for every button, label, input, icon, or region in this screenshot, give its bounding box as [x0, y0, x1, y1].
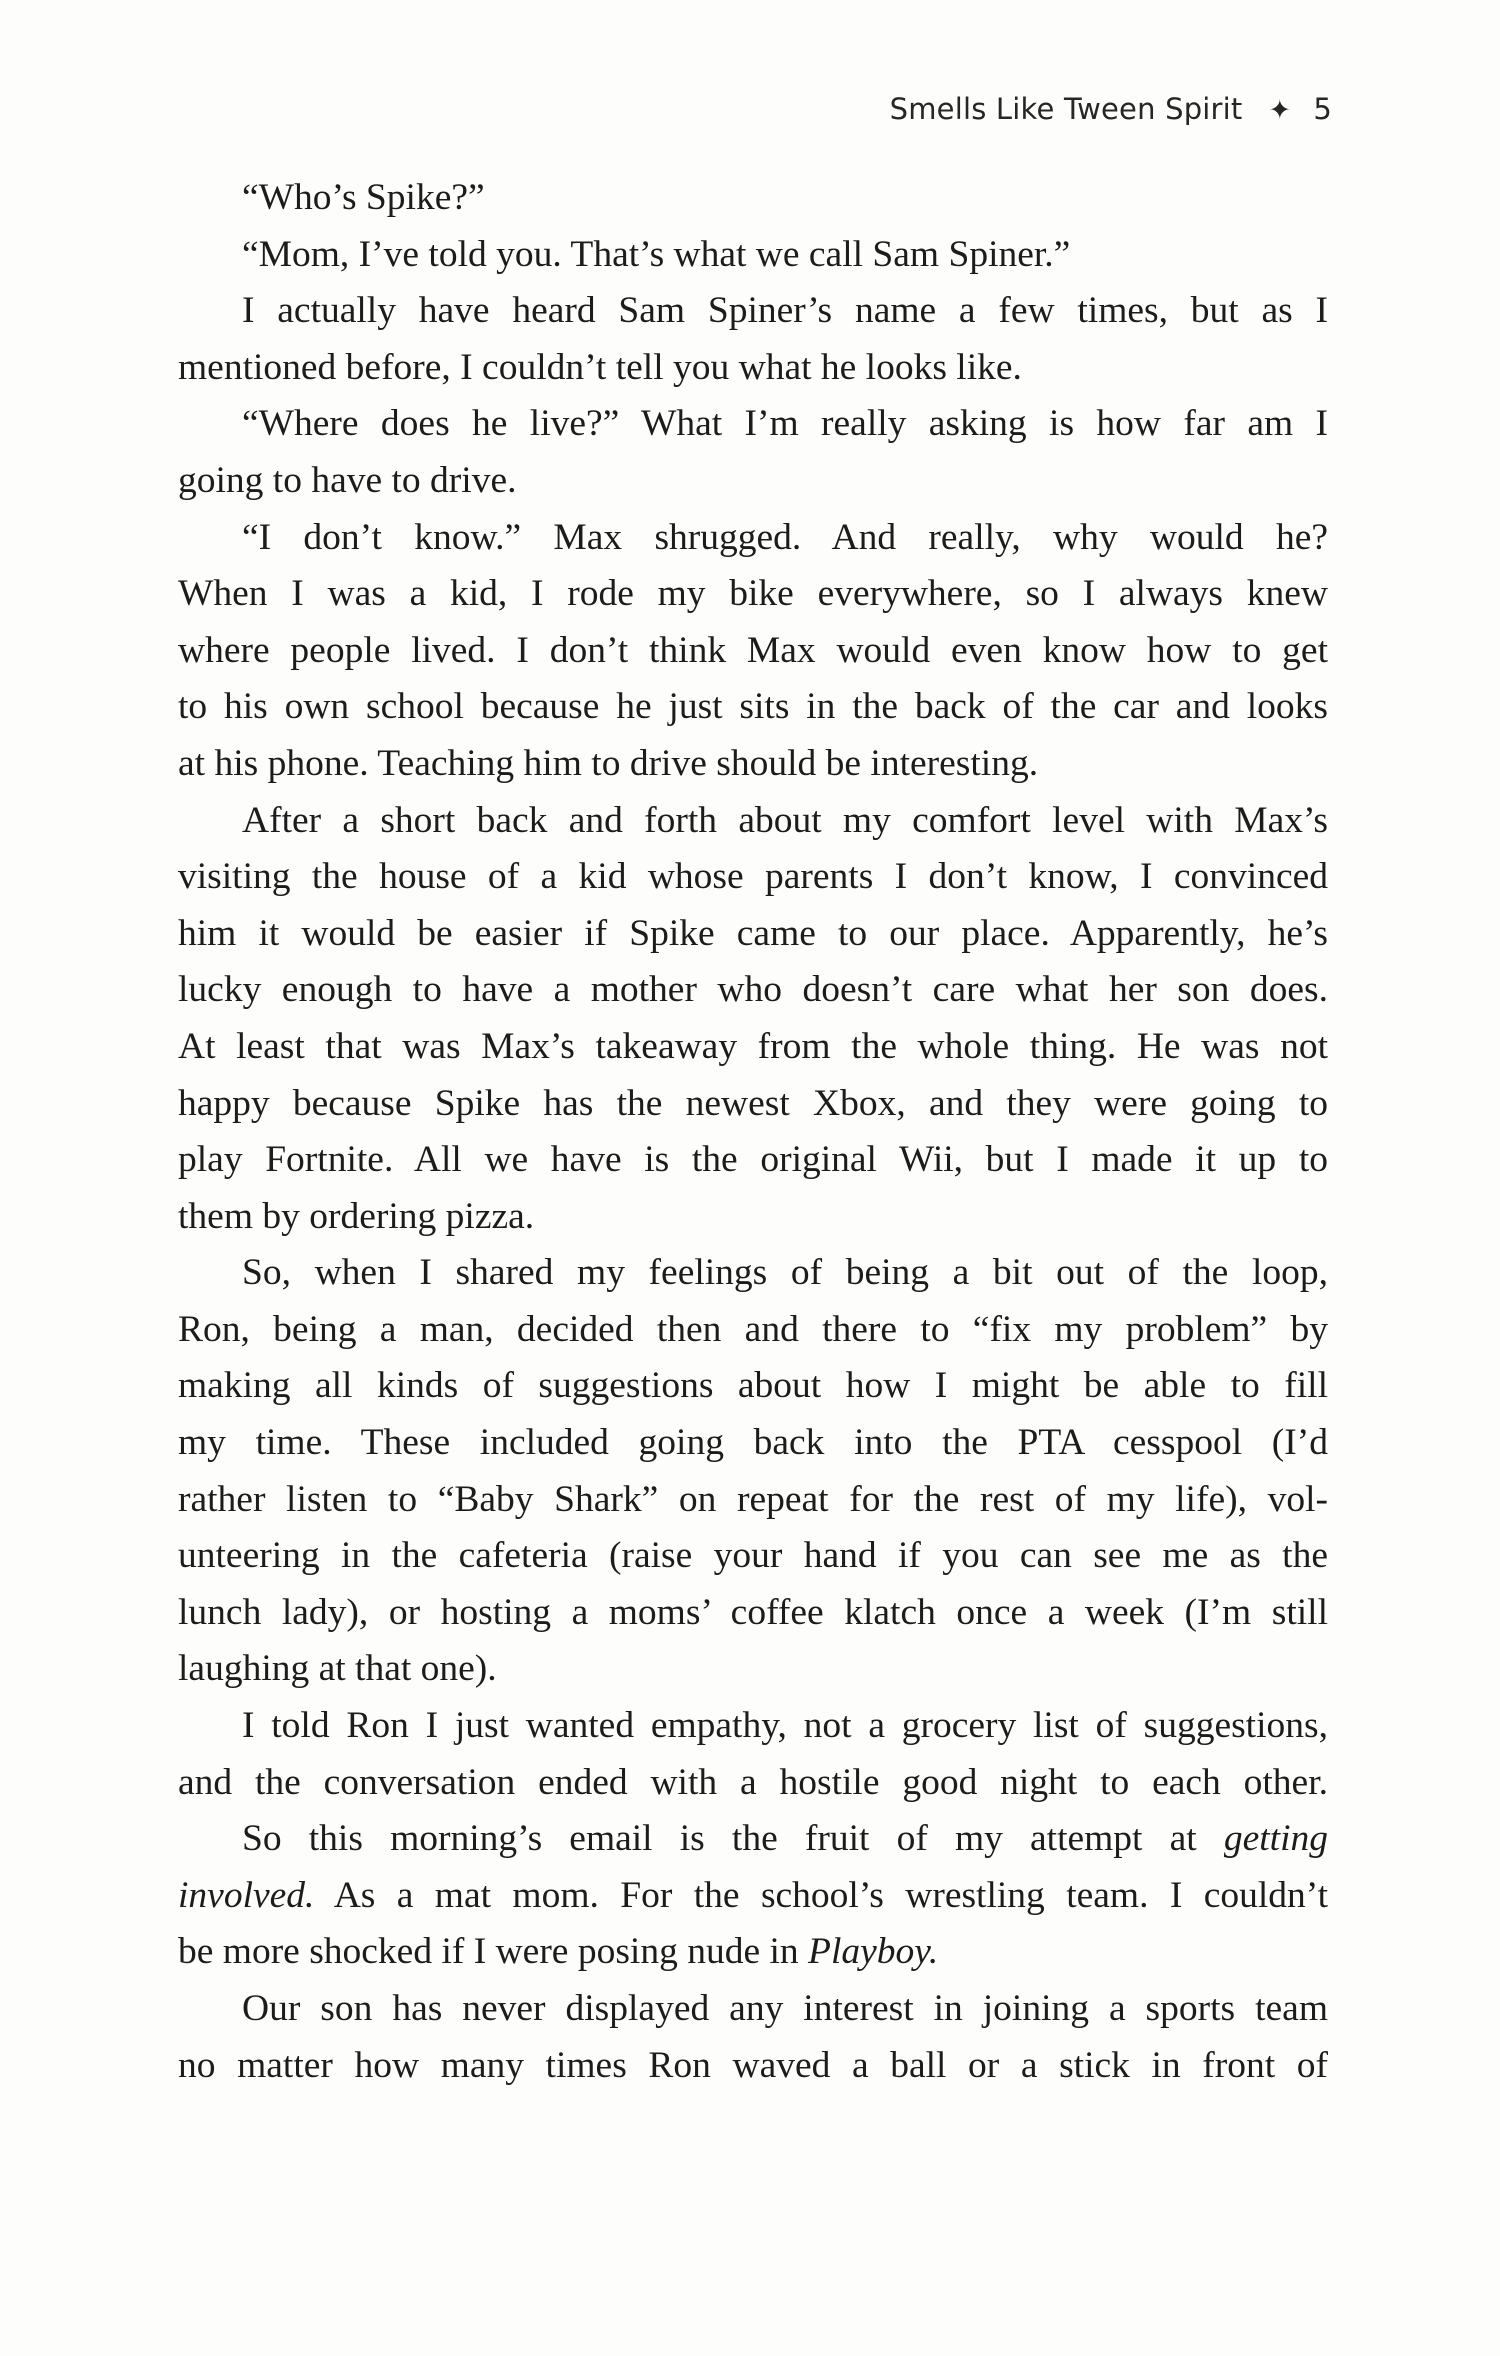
text-line: At least that was Max’s takeaway from the whole thing. He was not [178, 1025, 1328, 1067]
text-line: “Mom, I’ve told you. That’s what we call Sam Spiner.” [242, 233, 1071, 275]
book-title: Smells Like Tween Spirit [889, 92, 1243, 126]
text-line: visiting the house of a kid whose parents I don’t know, I convinced [178, 856, 1328, 898]
text-line: be more shocked if I were posing nude in Playboy. [178, 1931, 939, 1973]
text-line: So this morning’s email is the fruit of my attempt at getting [242, 1818, 1328, 1860]
text-line: “Where does he live?” What I’m really asking is how far am I [242, 403, 1328, 445]
text-line: at his phone. Teaching him to drive should be interesting. [178, 742, 1039, 784]
text-line: I told Ron I just wanted empathy, not a grocery list of suggestions, [242, 1705, 1328, 1747]
text-line: I actually have heard Sam Spiner’s name a few times, but as I [242, 290, 1328, 332]
text-line: Our son has never displayed any interest in joining a sports team [242, 1988, 1328, 2029]
text-line: and the conversation ended with a hostile good night to each other. [178, 1761, 1328, 1803]
text-line: lunch lady), or hosting a moms’ coffee klatch once a week (I’m still [178, 1591, 1328, 1633]
text-line: rather listen to “Baby Shark” on repeat for the rest of my life), vol- [178, 1478, 1328, 1520]
text-line: lucky enough to have a mother who doesn’t care what her son does. [178, 969, 1328, 1011]
text-line: involved. As a mat mom. For the school’s wrestling team. I couldn’t [178, 1874, 1328, 1916]
text-line: So, when I shared my feelings of being a bit out of the loop, [242, 1252, 1328, 1294]
text-line: no matter how many times Ron waved a ball or a stick in front of [178, 2044, 1328, 2086]
text-line: them by ordering pizza. [178, 1195, 535, 1237]
italic-emphasis: involved. [178, 1874, 315, 1916]
text-line: mentioned before, I couldn’t tell you what he looks like. [178, 346, 1022, 388]
text-line: where people lived. I don’t think Max would even know how to get [178, 629, 1328, 671]
page-number: 5 [1313, 92, 1332, 126]
text-line: laughing at that one). [178, 1648, 497, 1690]
text-line: “I don’t know.” Max shrugged. And really, why would he? [242, 516, 1328, 558]
text-line: to his own school because he just sits in the back of the car and looks [178, 686, 1328, 728]
body-text [178, 170, 1328, 2094]
text-line: making all kinds of suggestions about how I might be able to fill [178, 1365, 1328, 1407]
text-line: my time. These included going back into the PTA cesspool (I’d [178, 1422, 1328, 1464]
text-line: When I was a kid, I rode my bike everywhere, so I always knew [178, 573, 1328, 615]
text-lines [178, 170, 1328, 1811]
text-line: going to have to drive. [178, 459, 517, 501]
four-point-star-icon: ✦ [1268, 95, 1292, 126]
text-line: happy because Spike has the newest Xbox, and they were going to [178, 1082, 1328, 1124]
italic-title: Playboy. [808, 1931, 939, 1973]
text-line: After a short back and forth about my comfort level with Max’s [242, 799, 1328, 841]
text-line: play Fortnite. All we have is the original Wii, but I made it up to [178, 1139, 1328, 1181]
italic-emphasis: getting [1223, 1818, 1328, 1860]
running-head [890, 92, 1332, 126]
text-line: “Who’s Spike?” [242, 177, 485, 218]
text-line: Ron, being a man, decided then and there to “fix my problem” by [178, 1308, 1328, 1350]
text-line: unteering in the cafeteria (raise your hand if you can see me as the [178, 1535, 1328, 1577]
text-line: him it would be easier if Spike came to our place. Apparently, he’s [178, 912, 1328, 954]
